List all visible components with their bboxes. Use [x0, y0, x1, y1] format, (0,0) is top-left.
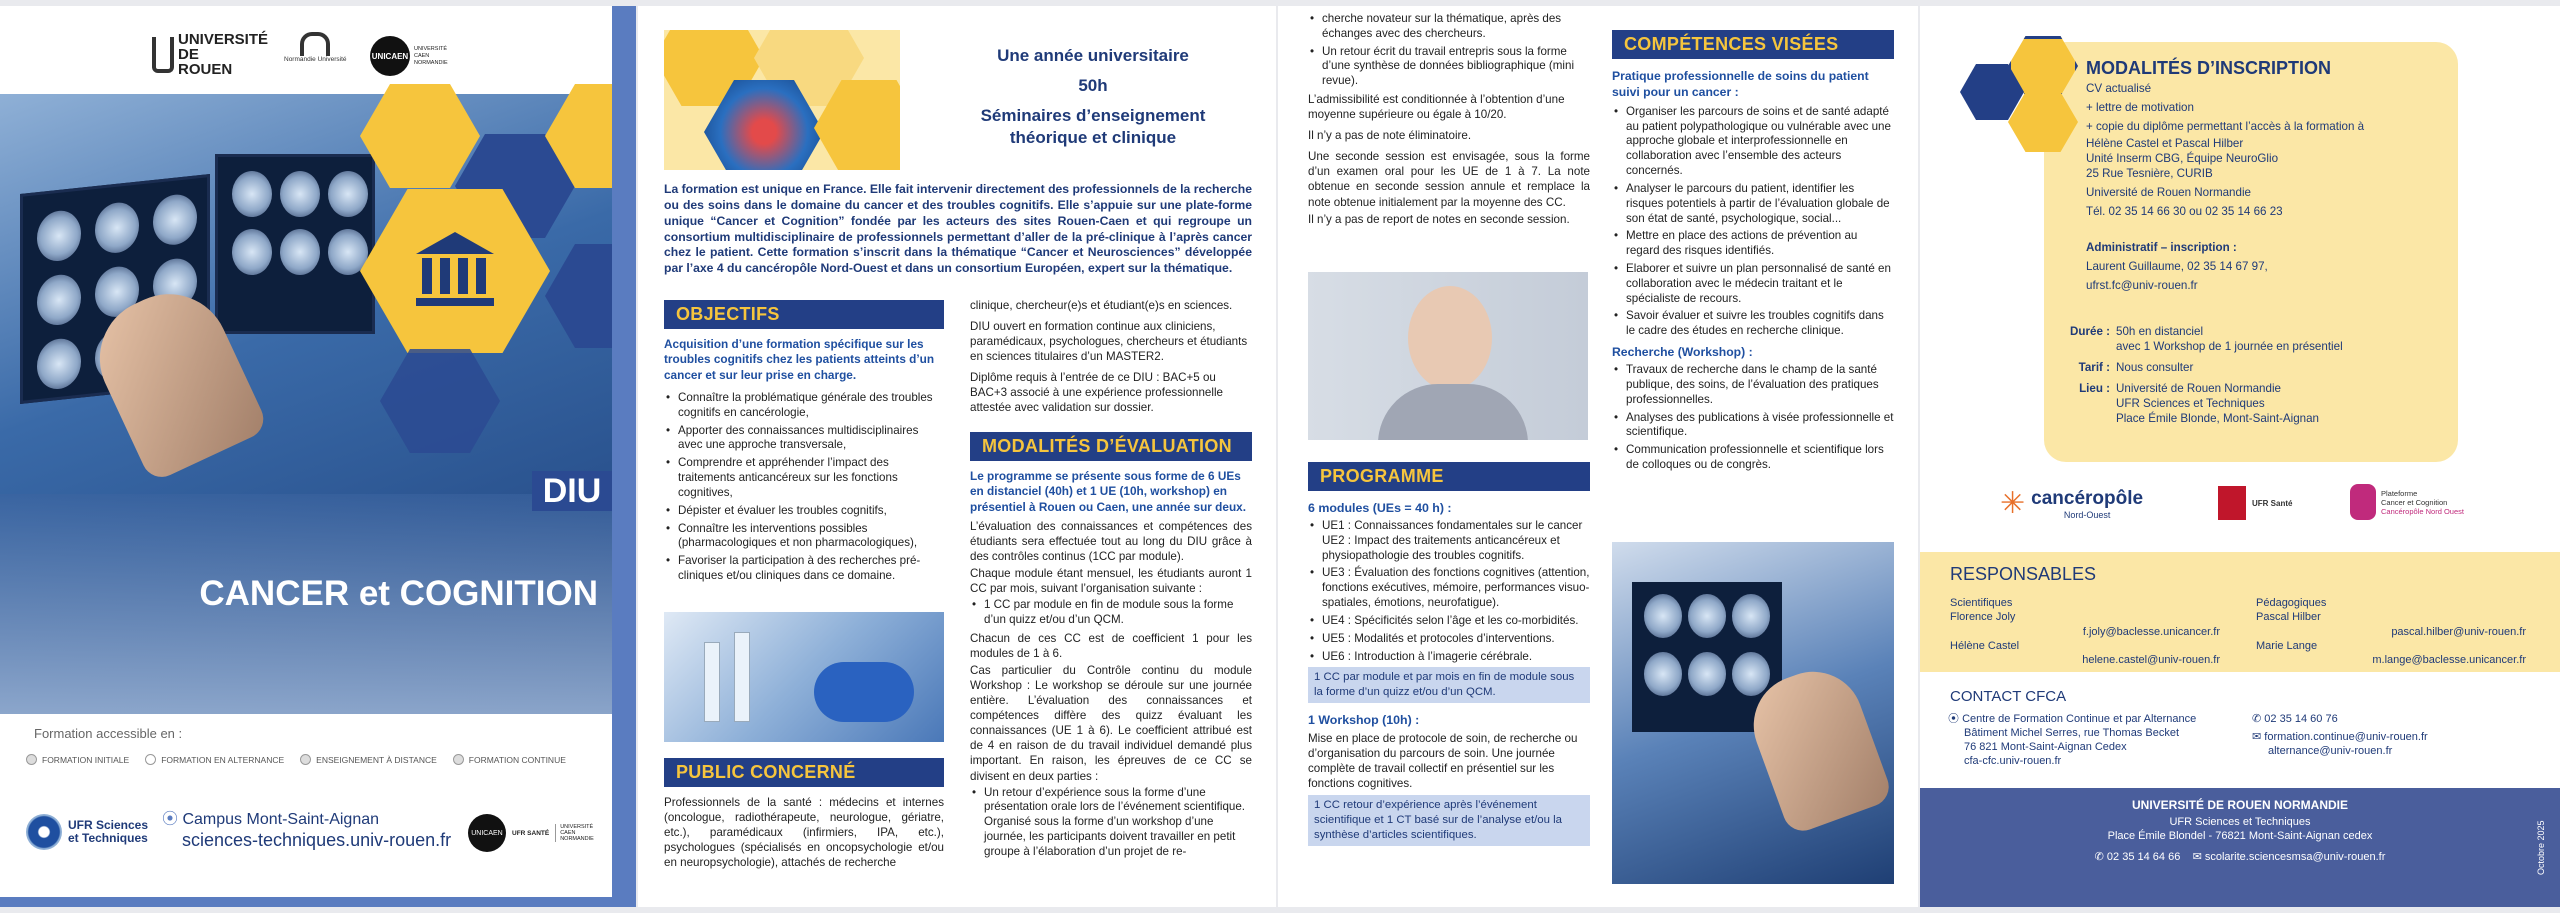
- responsables-scientifiques: Scientifiques Florence Joly f.joly@baclesse.unicancer.fr Hélène Castel helene.castel@univ-rouen.fr: [1950, 597, 2220, 667]
- cfca-address: ⦿ Centre de Formation Continue et par Alternance Bâtiment Michel Serres, rue Thomas Becket 76 821 Mont-Saint-Aignan Cedex cfa-cfc.univ-rouen.fr: [1948, 713, 2197, 767]
- paragraph: DIU ouvert en formation continue aux cliniciens, paramédicaux, psychologues, chercheurs et étudiants en sciences titulaires d’un MASTER2.: [970, 320, 1248, 364]
- plateforme-logo: Plateforme Cancer et Cognition Cancéropôle Nord Ouest: [2350, 484, 2464, 520]
- unicaen-subtext: UNIVERSITÉ CAEN NORMANDIE: [414, 45, 448, 66]
- paragraph: Diplôme requis à l’entrée de ce DIU : BAC+5 ou BAC+3 associé à une expérience professionnelle attestée avec validation sur dossier.: [970, 371, 1223, 415]
- cover-panel: [0, 6, 636, 907]
- ufr-sante-logo: UFR Santé: [2218, 486, 2292, 520]
- paragraph: Chacun de ces CC est de coefficient 1 pour les modules de 1 à 6.: [970, 631, 1252, 661]
- header-summary: Une année universitaire 50h Séminaires d’enseignement théorique et clinique: [980, 46, 1206, 147]
- cfca-contacts: ✆ 02 35 14 60 76 ✉ formation.continue@univ-rouen.fr alternance@univ-rouen.fr: [2252, 713, 2428, 757]
- phone-icon: ✆: [2252, 713, 2262, 725]
- universite-rouen-text: UNIVERSITÉ DE ROUEN: [178, 31, 269, 78]
- modules-heading: 6 modules (UEs = 40 h) :: [1308, 501, 1452, 515]
- location-pin-icon: ⦿: [1948, 713, 1959, 725]
- list-item: • Comprendre et appréhender l’impact des traitements anticancéreux sur les fonctions cognitives,: [664, 456, 944, 500]
- cover-bottom-strip: [0, 897, 636, 907]
- public-text: Professionnels de la santé : médecins et internes (oncologue, radiothérapeute, neurologue, gériatre, etc.), paramédicaux (infirmiers, IPA, etc.), psychologues (spécialisés en oncopsychologie et/ou en neuropsychologie), attachés de recherche: [664, 796, 944, 870]
- list-item: • cherche novateur sur la thématique, après des échanges avec des chercheurs.: [1308, 12, 1590, 42]
- paragraph: Cas particulier du Contrôle continu du module Workshop : Le workshop se déroule sur une journée entière. L’évaluation des connaissances et compétences diffère des quizz évaluant les connaissances (UE 1 à 6). Le coefficient attribué est de 4 en raison de du travail individuel demandé plus important. En raison, les épreuves de ce CC se divisent en deux parties :: [970, 664, 1252, 783]
- competences-lead: Pratique professionnelle de soins du patient suivi pour un cancer :: [1612, 69, 1869, 99]
- practical-info: Durée : 50h en distanciel avec 1 Workshop de 1 journée en présentiel Tarif : Nous consulter Lieu : Université de Rouen Normandie UFR Sciences et Techniques Place Émile Blonde, Mont-Saint-Aignan: [2070, 325, 2343, 426]
- panel-objectifs: [638, 6, 1276, 907]
- list-item: • Dépister et évaluer les troubles cognitifs,: [664, 504, 944, 519]
- paragraph: Il n’y a pas de note éliminatoire.: [1308, 129, 1472, 143]
- inscription-content: [2086, 58, 2446, 293]
- public-section: [664, 758, 944, 870]
- evaluation-continued: [1308, 12, 1590, 227]
- lab-photo: [664, 612, 944, 742]
- institution-icon: [410, 224, 500, 314]
- cover-logo-bar: [0, 6, 636, 94]
- option-formation-initiale: FORMATION INITIALE: [26, 754, 129, 765]
- list-item: • UE3 : Évaluation des fonctions cognitives (attention, fonctions exécutives, mémoire, performances visuo-spatiales, émotions, neurofatigue).: [1308, 566, 1590, 610]
- list-item: • Mettre en place des actions de prévention au regard des risques identifiés.: [1612, 229, 1894, 259]
- normandie-universite-logo: [284, 32, 347, 63]
- list-item: • Un retour d’expérience sous la forme d’une présentation orale lors de l’événement scientifique. Organisé sous la forme d’un workshop d’une journée, les participants doivent travailler en petit groupe à l’élaboration d’un projet de re-: [970, 786, 1252, 860]
- patient-photo: [1308, 272, 1588, 440]
- website-link[interactable]: sciences-techniques.univ-rouen.fr: [182, 830, 452, 850]
- recherche-list: [1612, 363, 1894, 473]
- footer-line: Place Émile Blondel - 76821 Mont-Saint-Aignan cedex: [2107, 830, 2373, 842]
- formation-label: Formation accessible en :: [34, 726, 183, 741]
- objectifs-lead: Acquisition d’une formation spécifique sur les troubles cognitifs chez les patients atteints d’un cancer et sur leur prise en charge.: [664, 337, 935, 382]
- location-pin-icon: ⦿: [162, 811, 179, 828]
- inscription-title: MODALITÉS D’INSCRIPTION: [2086, 58, 2332, 78]
- list-item: • Favoriser la participation à des recherches pré-cliniques et/ou cliniques dans ce domaine.: [664, 554, 944, 584]
- admin-contact: Laurent Guillaume, 02 35 14 67 97, ufrst.fc@univ-rouen.fr: [2086, 259, 2268, 292]
- responsables-section: [1920, 552, 2560, 672]
- intro-paragraph: La formation est unique en France. Elle fait intervenir directement des professionnels de la recherche ou des soins dans le domaine du cancer et des troubles cognitifs. Elle s’appuie sur une plate-forme unique “Cancer et Cognition” fondée par les acteurs des sites Rouen-Caen et qui regroupe un consortium multidisciplinaire de professionnels permettant d’aller de la pré-clinique à l’après cancer chez le patient. Cette formation s’inscrit dans la thématique “Cancer et Neurosciences” développée par l’axe 4 du cancéropôle Nord-Ouest et dans un consortium Européen, expert sur la thématique.: [664, 182, 1252, 276]
- inscription-requirements: CV actualisé + lettre de motivation + copie du diplôme permettant l’accès à la formation à: [2086, 82, 2365, 134]
- list-item: • Elaborer et suivre un plan personnalisé de santé en collaboration avec le médecin traitant et le spécialiste de recours.: [1612, 262, 1894, 306]
- cover-side-strip: [612, 6, 636, 907]
- list-item: • UE6 : Introduction à l’imagerie cérébrale.: [1308, 650, 1590, 665]
- list-item: • Connaître les interventions possibles (pharmacologiques et non pharmacologiques),: [664, 522, 944, 552]
- competences-list: [1612, 105, 1894, 339]
- footer-title: UNIVERSITÉ DE ROUEN NORMANDIE: [2131, 798, 2349, 812]
- canceropole-logo: ✳ cancéropôle Nord-Ouest: [2000, 487, 2144, 520]
- cover-hero-image: [0, 94, 636, 714]
- brain-scan-photo: [1612, 542, 1894, 884]
- recherche-heading: Recherche (Workshop) :: [1612, 345, 1753, 360]
- unicaen-logo: [370, 36, 452, 76]
- paragraph: Une seconde session est envisagée, sous la forme d’un examen oral pour les UE de 1 à 7. La note obtenue en seconde session annule et remplace la note obtenue initialement par la moyenne des CC.: [1308, 150, 1590, 209]
- date-label: Octobre 2025: [2536, 820, 2546, 876]
- competences-section: [1612, 30, 1894, 476]
- objectifs-list: [664, 391, 944, 584]
- option-enseignement-distance: ENSEIGNEMENT À DISTANCE: [300, 754, 437, 765]
- list-item: • UE5 : Modalités et protocoles d’interventions.: [1308, 632, 1590, 647]
- list-item: • Connaître la problématique générale des troubles cognitifs en cancérologie,: [664, 391, 944, 421]
- modalites-lead: Le programme se présente sous forme de 6 UEs en distanciel (40h) et 1 UE (10h, workshop) en présentiel à Rouen ou Caen, une année sur deux.: [970, 469, 1246, 514]
- module-cc-highlight: 1 CC par module et par mois en fin de module sous la forme d’un quizz et/ou d’un QCM.: [1308, 667, 1590, 703]
- hex-gold-1: [360, 84, 480, 188]
- list-item: • UE1 : Connaissances fondamentales sur le cancer UE2 : Impact des traitements anticancéreux et physiopathologie des troubles cognitifs.: [1308, 519, 1590, 563]
- list-item: • Savoir évaluer et suivre les troubles cognitifs dans le cadre des études en recherche clinique.: [1612, 309, 1894, 339]
- panel-inscription: [1920, 6, 2560, 907]
- public-title: PUBLIC CONCERNÉ: [664, 758, 944, 787]
- responsables-title: RESPONSABLES: [1950, 564, 2097, 584]
- unicaen-ufr-sante-logo: UNICAEN UFR SANTÉ UNIVERSITÉ CAEN NORMANDIE: [468, 814, 595, 852]
- footer-line: UFR Sciences et Techniques: [2169, 816, 2311, 828]
- list-item: • Un retour écrit du travail entrepris sous la forme d’une synthèse de données bibliographique (mini revue).: [1308, 45, 1590, 89]
- modalites-title: MODALITÉS D’ÉVALUATION: [970, 432, 1252, 461]
- workshop-cc-highlight: 1 CC retour d’expérience après l’événement scientifique et 1 CT basé sur de l’analyse et/ou la synthèse d’articles scientifiques.: [1308, 795, 1590, 845]
- admin-heading: Administratif – inscription :: [2086, 240, 2237, 254]
- formation-options: [26, 754, 582, 765]
- list-item: • Analyser le parcours du patient, identifier les risques potentiels à partir de l’évaluation globale de son état de santé, psychologique, social...: [1612, 182, 1894, 226]
- normandie-text: Normandie Université: [284, 56, 347, 63]
- paragraph: clinique, chercheur(e)s et étudiant(e)s en sciences.: [970, 299, 1233, 312]
- unicaen-circle: UNICAEN: [370, 36, 410, 76]
- contact-title: CONTACT CFCA: [1950, 688, 2067, 705]
- university-footer: [1920, 788, 2560, 907]
- modules-list: [1308, 519, 1590, 664]
- footer-contacts: ✆ 02 35 14 64 66 ✉ scolarite.sciencesmsa@univ-rouen.fr: [2094, 851, 2386, 863]
- objectifs-section: [664, 300, 944, 587]
- competences-title: COMPÉTENCES VISÉES: [1612, 30, 1894, 59]
- monitor-center: [215, 154, 375, 334]
- list-item: • Apporter des connaissances multidisciplinaires avec une approche transversale,: [664, 424, 944, 454]
- diu-label: DIU: [532, 471, 612, 511]
- paragraph: Chaque module étant mensuel, les étudiants auront 1 CC par mois, suivant l’organisation suivante :: [970, 567, 1252, 596]
- list-item: • Travaux de recherche dans le champ de la santé publique, des soins, de l’évaluation des pratiques professionnelles.: [1612, 363, 1894, 407]
- responsables-pedagogiques: Pédagogiques Pascal Hilber pascal.hilber@univ-rouen.fr Marie Lange m.lange@baclesse.unicancer.fr: [2256, 597, 2526, 667]
- option-formation-alternance: FORMATION EN ALTERNANCE: [145, 754, 284, 765]
- cover-footer: [0, 714, 636, 907]
- option-formation-continue: FORMATION CONTINUE: [453, 754, 566, 765]
- workshop-heading: 1 Workshop (10h) :: [1308, 713, 1420, 728]
- universite-rouen-logo: [152, 31, 269, 78]
- programme-section: [1308, 462, 1590, 846]
- panel-programme: [1278, 6, 1918, 907]
- campus-label: ⦿ Campus Mont-Saint-Aignan: [162, 811, 380, 828]
- email-icon: ✉: [2252, 731, 2262, 743]
- inscription-contact: Hélène Castel et Pascal Hilber Unité Inserm CBG, Équipe NeuroGlio 25 Rue Tesnière, CURIB Université de Rouen Normandie Tél. 02 35 14 66 30 ou 02 35 14 66 23: [2086, 137, 2283, 219]
- modalites-section: [970, 432, 1252, 863]
- list-item: • Communication professionnelle et scientifique lors de colloques ou de congrès.: [1612, 443, 1894, 473]
- workshop-text: Mise en place de protocole de soin, de recherche ou d’organisation du parcours de soin. Une journée complète de travail collectif en présentiel sur les fonctions cognitives.: [1308, 732, 1578, 791]
- paragraph: L’admissibilité est conditionnée à l’obtention d’une moyenne supérieure ou égale à 10/20.: [1308, 93, 1565, 122]
- hex-navy-3: [380, 349, 500, 453]
- list-item: • Organiser les parcours de soins et de santé adapté au patient polypathologique ou vulnérable avec une approche globale et interprofessionnelle en collaboration avec l’ensemble des acteurs concernés.: [1612, 105, 1894, 179]
- public-continued: [970, 298, 1252, 415]
- list-item: • UE4 : Spécificités selon l’âge et les co-morbidités.: [1308, 614, 1590, 629]
- paragraph: L’évaluation des connaissances et compétences des étudiants sera effectuée tout au long du DIU grâce à des contrôles continus (1CC par module).: [970, 519, 1252, 564]
- phone-icon: ✆: [2094, 851, 2104, 863]
- programme-title: PROGRAMME: [1308, 462, 1590, 491]
- ufr-sciences-logo: UFR Sciences et Techniques: [26, 814, 148, 850]
- list-item: • Analyses des publications à visée professionnelle et scientifique.: [1612, 411, 1894, 441]
- objectifs-title: OBJECTIFS: [664, 300, 944, 329]
- paragraph: Il n’y a pas de report de notes en seconde session.: [1308, 212, 1570, 226]
- email-icon: ✉: [2192, 851, 2202, 863]
- cover-title: CANCER et COGNITION: [199, 574, 598, 613]
- star-icon: ✳: [2000, 487, 2026, 520]
- header-hexagon-image: [664, 30, 900, 170]
- list-item: • 1 CC par module en fin de module sous la forme d’un quizz et/ou d’un QCM.: [970, 598, 1252, 628]
